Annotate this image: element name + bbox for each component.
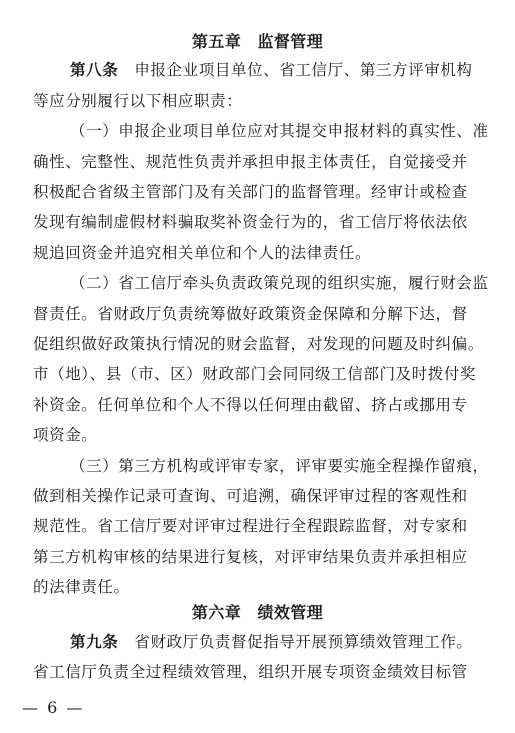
article-9-first-line [70, 632, 473, 652]
item-2-line: 项资金。 [33, 426, 98, 444]
article-8-first-line [70, 60, 473, 80]
item-3-line: 的法律责任。 [33, 578, 130, 596]
last-line: 省工信厅负责全过程绩效管理，组织开展专项资金绩效目标管 [33, 663, 468, 681]
item-1-line: 确性、完整性、规范性负责并承担申报主体责任，自觉接受并 [33, 153, 468, 171]
item-3-line: 规范性。省工信厅要对评审过程进行全程跟踪监督，对专家和 [33, 517, 468, 535]
item-1-line: 规追回资金并追究相关单位和个人的法律责任。 [33, 244, 372, 262]
article-9-text: 省财政厅负责督促指导开展预算绩效管理工作。 [134, 633, 473, 651]
item-2-line: 市（地）、县（市、区）财政部门会同同级工信部门及时拨付奖 [33, 365, 477, 383]
item-1-line: 发现有编制虚假材料骗取奖补资金行为的，省工信厅将依法依 [33, 213, 468, 231]
item-3-line: （三）第三方机构或评审专家，评审要实施全程操作留痕， [70, 457, 489, 475]
article-9-label: 第九条 [70, 633, 119, 651]
item-2-line: 督责任。省财政厅负责统筹做好政策资金保障和分解下达，督 [33, 305, 468, 323]
item-1-line: （一）申报企业项目单位应对其提交申报材料的真实性、准 [70, 122, 489, 140]
chapter-6-heading: 第六章 绩效管理 [191, 603, 324, 622]
item-2-line: 促组织做好政策执行情况的财会监督，对发现的问题及时纠偏。 [33, 335, 484, 353]
chapter-5-heading: 第五章 监督管理 [191, 32, 324, 51]
article-8-second-line: 等应分别履行以下相应职责： [33, 92, 243, 110]
item-2-line: （二）省工信厅牵头负责政策兑现的组织实施，履行财会监 [70, 274, 489, 292]
item-1-line: 积极配合省级主管部门及有关部门的监督管理。经审计或检查 [33, 183, 468, 201]
article-8-text: 申报企业项目单位、省工信厅、第三方评审机构 [134, 61, 473, 79]
item-2-line: 补资金。任何单位和个人不得以任何理由截留、挤占或挪用专 [33, 396, 468, 414]
item-3-line: 第三方机构审核的结果进行复核，对评审结果负责并承担相应 [33, 548, 468, 566]
item-3-line: 做到相关操作记录可查询、可追溯，确保评审过程的客观性和 [33, 487, 468, 505]
page-number: — 6 — [22, 698, 85, 717]
article-8-label: 第八条 [70, 61, 119, 79]
